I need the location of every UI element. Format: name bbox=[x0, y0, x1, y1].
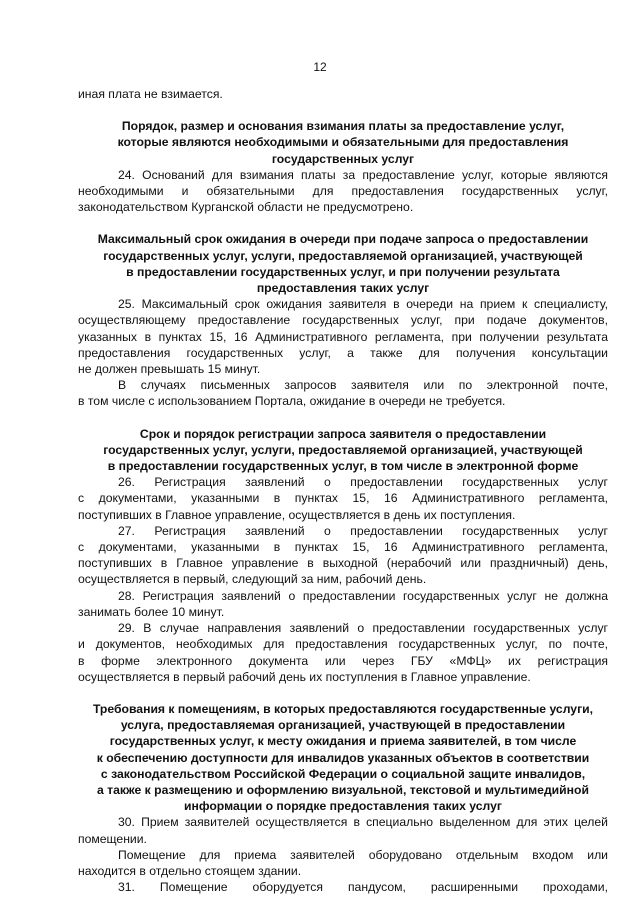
text-line: 28. Регистрация заявлений о предоставлении государственных услуг не должна bbox=[118, 588, 608, 603]
heading-line: которые являются необходимыми и обязательными для предоставления bbox=[117, 135, 569, 150]
page-number: 12 bbox=[313, 60, 327, 74]
text-line: указанных в пунктах 15, 16 Административного регламента, при получении результата bbox=[78, 329, 608, 344]
text-line: находится в отдельно стоящем здании. bbox=[78, 863, 302, 878]
heading-line: государственных услуг, к месту ожидания и приема заявителей, в том числе bbox=[109, 734, 577, 749]
heading-queue bbox=[78, 231, 608, 296]
text-line: осуществляется в первый, следующий за ним, рабочий день. bbox=[78, 572, 427, 587]
heading-line: Порядок, размер и основания взимания платы за предоставление услуг, bbox=[121, 119, 565, 134]
paragraph-24 bbox=[78, 167, 608, 216]
paragraph-25b bbox=[78, 377, 608, 409]
text-line: В случаях письменных запросов заявителя или по электронной почте, bbox=[118, 378, 608, 393]
text-line: законодательством Курганской области не предусмотрено. bbox=[78, 200, 414, 215]
heading-line: государственных услуг bbox=[271, 151, 415, 166]
paragraph-26 bbox=[78, 474, 608, 523]
text-line: не должен превышать 15 минут. bbox=[78, 362, 261, 377]
document-body bbox=[78, 86, 608, 895]
paragraph-28 bbox=[78, 588, 608, 620]
text-line: помещении. bbox=[78, 831, 147, 846]
heading-line: Максимальный срок ожидания в очереди при подаче запроса о предоставлении bbox=[97, 232, 589, 247]
heading-line: к обеспечению доступности для инвалидов указанных объектов в соответствии bbox=[96, 750, 590, 765]
text-line: Помещение для приема заявителей оборудовано отдельным входом или bbox=[118, 847, 608, 862]
heading-line: предоставления таких услуг bbox=[256, 281, 430, 296]
paragraph-27 bbox=[78, 523, 608, 588]
heading-fee bbox=[78, 118, 608, 167]
text-line: 30. Прием заявителей осуществляется в специально выделенном для этих целей bbox=[118, 815, 608, 830]
text-line: с документами, указанными в пунктах 15, 16 Административного регламента, bbox=[78, 491, 608, 506]
heading-line: услуга, предоставляемая организацией, участвующей в предоставлении bbox=[120, 718, 566, 733]
text-line: 26. Регистрация заявлений о предоставлении государственных услуг bbox=[118, 475, 608, 490]
paragraph-30 bbox=[78, 814, 608, 846]
text-line: занимать более 10 минут. bbox=[78, 604, 225, 619]
heading-line: а также к размещению и оформлению визуальной, текстовой и мультимедийной bbox=[97, 782, 589, 797]
paragraph-29 bbox=[78, 620, 608, 685]
text-line: иная плата не взимается. bbox=[78, 87, 223, 101]
paragraph-30b bbox=[78, 847, 608, 879]
text-line: в том числе с использованием Портала, ожидание в очереди не требуется. bbox=[78, 394, 506, 409]
heading-line: в предоставлении государственных услуг, и при получении результата bbox=[126, 264, 560, 279]
text-line: необходимыми и обязательными для предоставления государственных услуг, bbox=[78, 184, 608, 199]
text-line: предоставления государственных услуг, а также для получения консультации bbox=[78, 345, 608, 360]
heading-line: в предоставлении государственных услуг, в том числе в электронной форме bbox=[107, 459, 579, 474]
heading-line: с законодательством Российской Федерации о социальной защите инвалидов, bbox=[100, 766, 586, 781]
heading-line: информации о порядке предоставления таких услуг bbox=[184, 799, 502, 814]
text-line: 24. Оснований для взимания платы за предоставление услуг, которые являются bbox=[118, 167, 608, 182]
text-line: 27. Регистрация заявлений о предоставлении государственных услуг bbox=[118, 523, 608, 538]
text-line: 31. Помещение оборудуется пандусом, расширенными проходами, bbox=[118, 880, 608, 895]
heading-line: Требования к помещениям, в которых предоставляются государственные услуги, bbox=[92, 701, 594, 716]
heading-registration bbox=[78, 426, 608, 475]
text-line: поступивших в Главное управление, осуществляется в день их поступления. bbox=[78, 507, 516, 522]
text-line: осуществляющему предоставление государственных услуг, при подаче документов, bbox=[78, 313, 608, 328]
text-line: 25. Максимальный срок ожидания заявителя в очереди на прием к специалисту, bbox=[118, 297, 608, 312]
paragraph-25 bbox=[78, 296, 608, 377]
paragraph-31 bbox=[78, 879, 608, 895]
paragraph-intro bbox=[78, 86, 608, 102]
heading-line: Срок и порядок регистрации запроса заявителя о предоставлении bbox=[139, 426, 547, 441]
heading-line: государственных услуг, услуги, предоставляемой организацией, участвующей bbox=[103, 248, 583, 263]
text-line: осуществляется в первый рабочий день их поступления в Главное управление. bbox=[78, 669, 531, 684]
text-line: 29. В случае направления заявлений о предоставлении государственных услуг bbox=[118, 621, 608, 636]
text-line: в форме электронного документа или через ГБУ «МФЦ» их регистрация bbox=[78, 653, 608, 668]
text-line: и документов, необходимых для предоставления государственных услуг, по почте, bbox=[78, 637, 608, 652]
heading-line: государственных услуг, услуги, предоставляемой организацией, участвующей bbox=[103, 442, 583, 457]
text-line: поступивших в Главное управление в выходной (нерабочий или праздничный) день, bbox=[78, 556, 608, 571]
heading-premises bbox=[78, 701, 608, 814]
text-line: с документами, указанными в пунктах 15, 16 Административного регламента, bbox=[78, 540, 608, 555]
